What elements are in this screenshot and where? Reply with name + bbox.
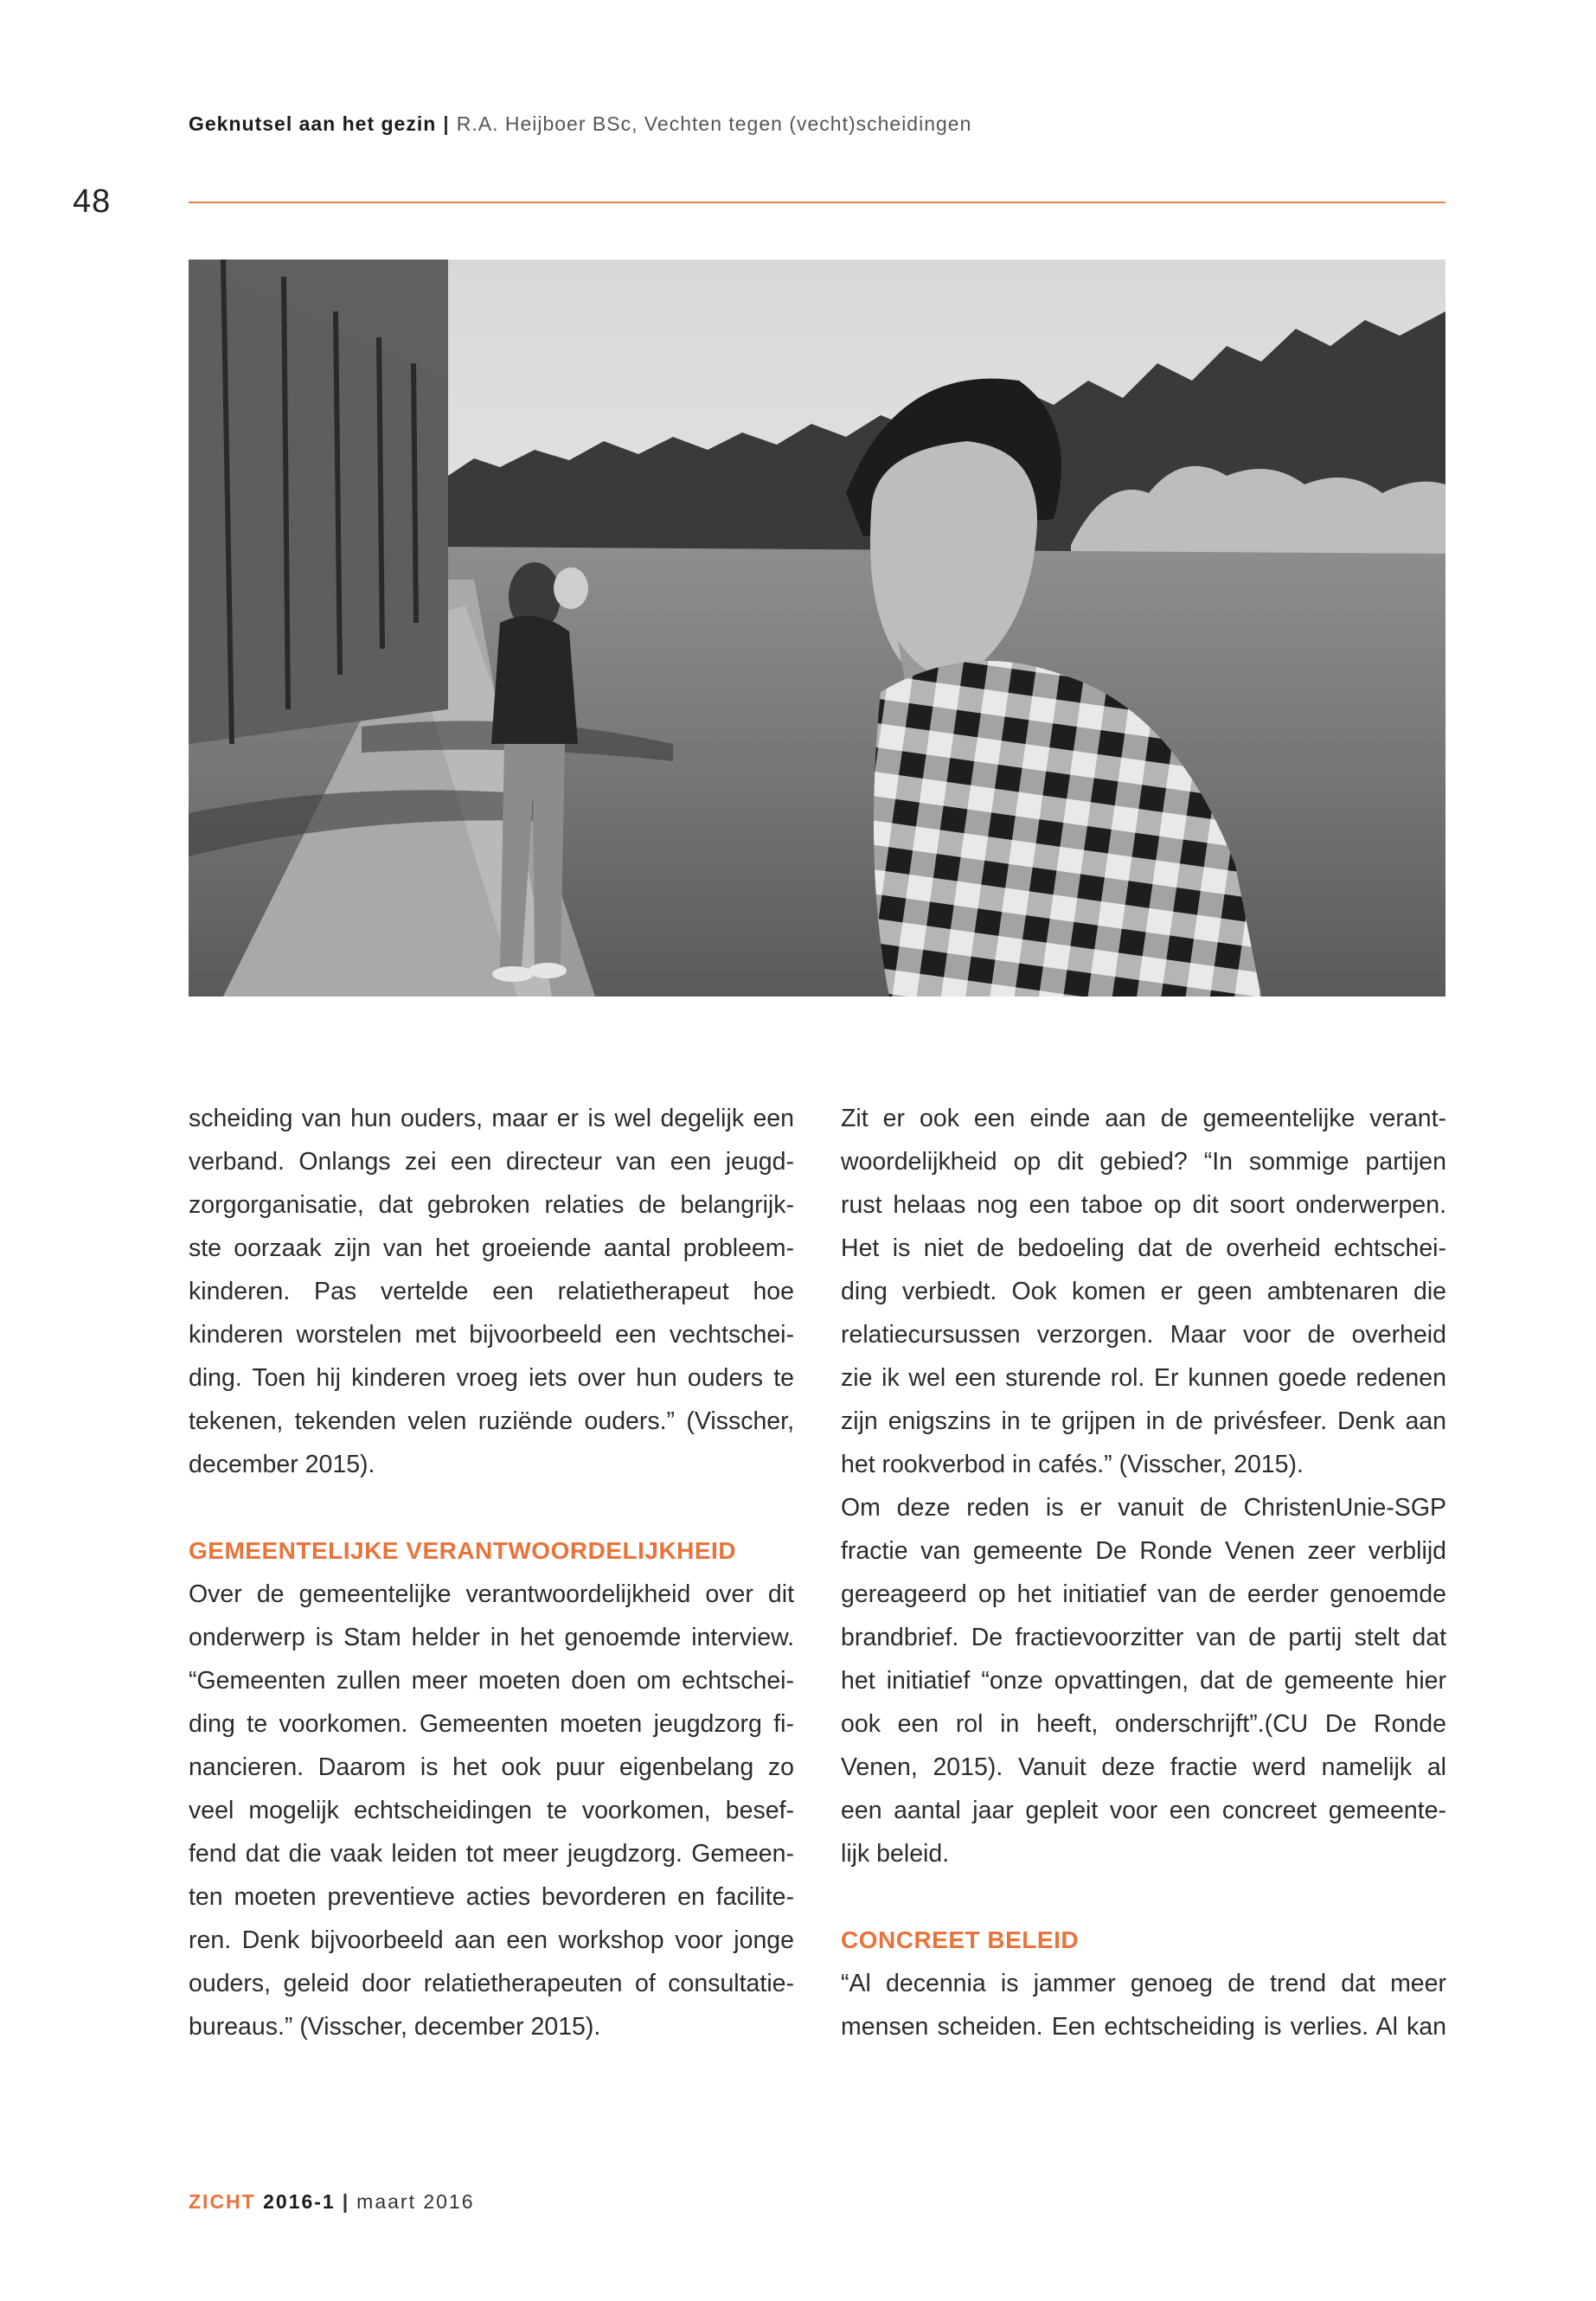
text-line: ding te voorkomen. Gemeenten moeten jeugdzorg fi-: [189, 1710, 794, 1738]
text-line: ding. Toen hij kinderen vroeg iets over hun ouders te: [189, 1364, 794, 1392]
page-footer: [189, 2190, 475, 2214]
text-line: Zit er ook een einde aan de gemeentelijke verant-: [841, 1105, 1446, 1132]
header-rule: [189, 202, 1445, 203]
text-line: “Gemeenten zullen meer moeten doen om echtschei-: [189, 1667, 794, 1695]
section-heading-concreet: CONCREET BELEID: [841, 1926, 1080, 1953]
article-photo: [189, 260, 1445, 997]
text-line: ste oorzaak zijn van het groeiende aantal probleem-: [189, 1234, 794, 1262]
page-number: 48: [73, 183, 112, 220]
text-line: onderwerp is Stam helder in het genoemde interview.: [189, 1624, 794, 1651]
text-line: brandbrief. De fractievoorzitter van de partij stelt dat: [841, 1624, 1446, 1651]
right-column: [841, 1097, 1446, 2048]
text-line: lijk beleid.: [841, 1840, 950, 1868]
text-line: december 2015).: [189, 1451, 375, 1478]
text-line: verband. Onlangs zei een directeur van een jeugd-: [189, 1148, 794, 1176]
text-line: veel mogelijk echtscheidingen te voorkomen, besef-: [189, 1797, 794, 1824]
running-header: [189, 112, 971, 136]
text-line: het rookverbod in cafés.” (Visscher, 2015).: [841, 1451, 1304, 1478]
text-line: zie ik wel een sturende rol. Er kunnen goede redenen: [841, 1364, 1446, 1392]
text-line: een aantal jaar gepleit voor een concreet gemeente-: [841, 1797, 1446, 1824]
text-line: rust helaas nog een taboe op dit soort onderwerpen.: [841, 1191, 1446, 1219]
text-line: Het is niet de bedoeling dat de overheid echtschei-: [841, 1234, 1446, 1262]
footer-brand: ZICHT: [189, 2190, 256, 2213]
text-line: Om deze reden is er vanuit de ChristenUnie-SGP: [841, 1494, 1446, 1522]
text-line: nancieren. Daarom is het ook puur eigenbelang zo: [189, 1753, 794, 1781]
text-line: ouders, geleid door relatietherapeuten of consultatie-: [189, 1970, 794, 1997]
right-paragraph-3: [841, 1962, 1446, 2048]
text-line: relatiecursussen verzorgen. Maar voor de overheid: [841, 1321, 1446, 1349]
text-line: kinderen. Pas vertelde een relatietherapeut hoe: [189, 1278, 794, 1305]
section-heading-gemeentelijke: GEMEENTELIJKE VERANTWOORDELIJKHEID: [189, 1537, 737, 1564]
text-line: fend dat die vaak leiden tot meer jeugdzorg. Gemeen-: [189, 1840, 794, 1868]
text-line: zijn enigszins in te grijpen in de privésfeer. Denk aan: [841, 1407, 1446, 1435]
text-line: gereageerd op het initiatief van de eerder genoemde: [841, 1580, 1446, 1608]
text-line: kinderen worstelen met bijvoorbeeld een vechtschei-: [189, 1321, 794, 1349]
text-line: ook een rol in heeft, onderschrijft”.(CU De Ronde: [841, 1710, 1446, 1738]
right-paragraph-1: [841, 1097, 1446, 1486]
right-paragraph-2: [841, 1486, 1446, 1875]
text-line: tekenen, tekenden velen ruziënde ouders.” (Visscher,: [189, 1407, 794, 1435]
text-line: fractie van gemeente De Ronde Venen zeer verblijd: [841, 1537, 1446, 1565]
header-title: Geknutsel aan het gezin: [189, 112, 437, 135]
text-line: woordelijkheid op dit gebied? “In sommige partijen: [841, 1148, 1446, 1176]
text-line: mensen scheiden. Een echtscheiding is verlies. Al kan: [841, 2013, 1446, 2041]
left-paragraph-2: [189, 1573, 794, 2048]
text-line: zorgorganisatie, dat gebroken relaties de belangrijk-: [189, 1191, 794, 1219]
text-line: “Al decennia is jammer genoeg de trend dat meer: [841, 1970, 1446, 1997]
text-line: ren. Denk bijvoorbeeld aan een workshop voor jonge: [189, 1926, 794, 1954]
left-paragraph-1: [189, 1097, 794, 1486]
footer-date: maart 2016: [356, 2190, 475, 2213]
footer-separator: |: [342, 2190, 350, 2213]
header-separator: |: [443, 112, 450, 135]
text-line: bureaus.” (Visscher, december 2015).: [189, 2013, 601, 2041]
text-line: het initiatief “onze opvattingen, dat de gemeente hier: [841, 1667, 1446, 1695]
footer-issue: 2016-1: [263, 2190, 336, 2213]
text-line: ding verbiedt. Ook komen er geen ambtenaren die: [841, 1278, 1446, 1305]
text-line: scheiding van hun ouders, maar er is wel degelijk een: [189, 1105, 794, 1132]
text-line: ten moeten preventieve acties bevorderen en facilite-: [189, 1883, 794, 1911]
text-line: Venen, 2015). Vanuit deze fractie werd namelijk al: [841, 1753, 1446, 1781]
text-line: Over de gemeentelijke verantwoordelijkheid over dit: [189, 1580, 794, 1608]
left-column: [189, 1097, 794, 2048]
header-author-title: R.A. Heijboer BSc, Vechten tegen (vecht)scheidingen: [456, 112, 972, 135]
